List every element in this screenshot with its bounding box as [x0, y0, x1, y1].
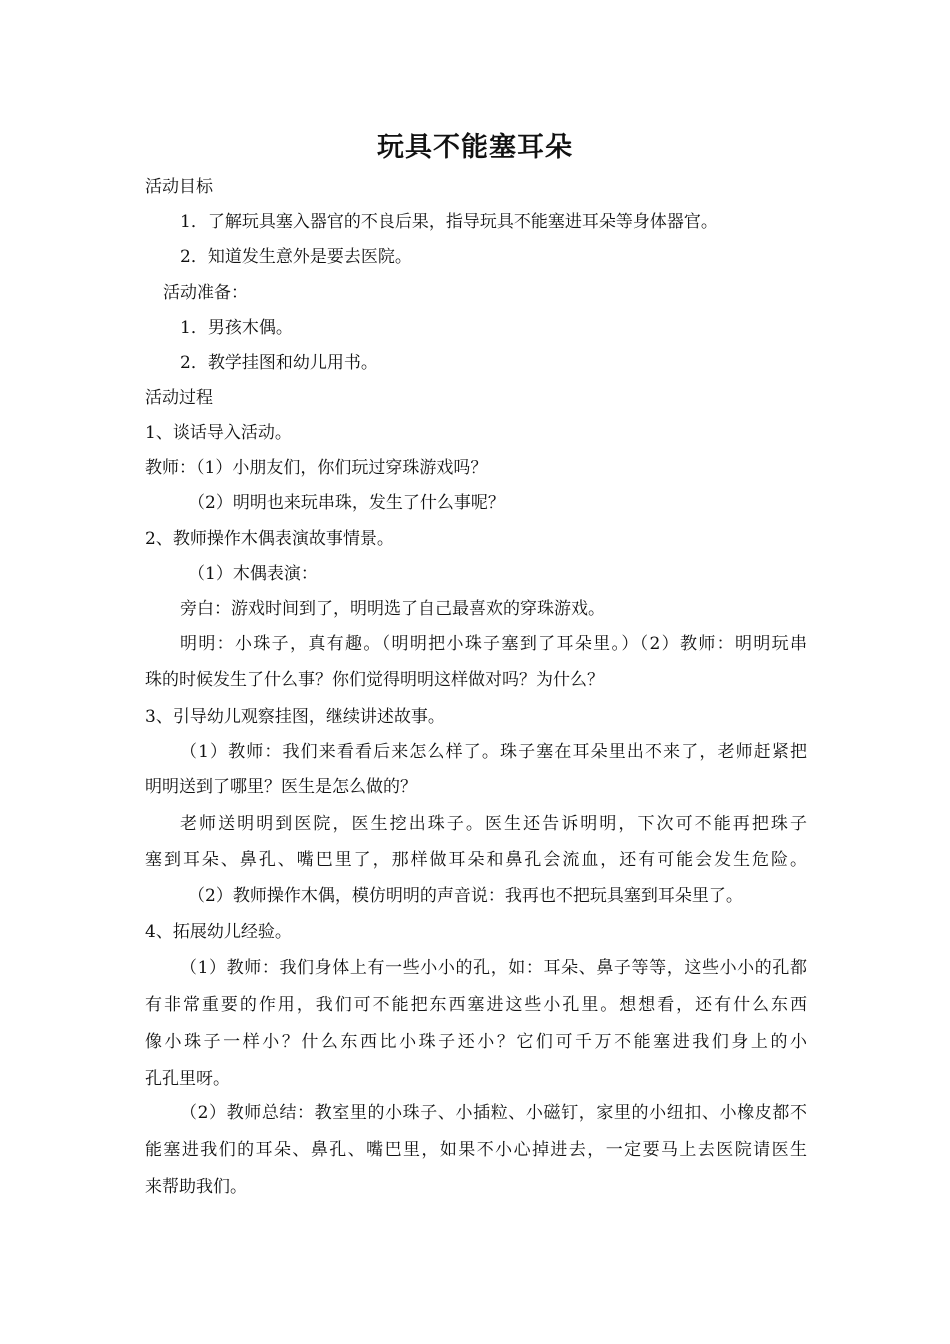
step-2-line-4: 珠的时候发生了什么事？你们觉得明明这样做对吗？为什么？ [145, 670, 604, 690]
step-3-line-1: （1）教师：我们来看看后来怎么样了。珠子塞在耳朵里出不来了，老师赶紧把 [180, 742, 807, 762]
step-2-line-3: 明明：小珠子，真有趣。（明明把小珠子塞到了耳朵里。）（2）教师：明明玩串 [180, 634, 807, 654]
step-4-line-3: 像小珠子一样小？什么东西比小珠子还小？它们可千万不能塞进我们身上的小 [145, 1032, 807, 1052]
step-2-line-1: （1）木偶表演： [188, 564, 318, 584]
step-3-line-3: 老师送明明到医院，医生挖出珠子。医生还告诉明明，下次可不能再把珠子 [180, 814, 807, 834]
step-2-line-2: 旁白：游戏时间到了，明明选了自己最喜欢的穿珠游戏。 [180, 599, 605, 619]
step-3-line-2: 明明送到了哪里？医生是怎么做的？ [145, 777, 417, 797]
section-heading-preparation: 活动准备： [163, 283, 248, 303]
step-1-line-2: （2）明明也来玩串珠，发生了什么事呢？ [188, 493, 505, 513]
step-4-heading: 4、拓展幼儿经验。 [145, 922, 292, 942]
preparation-item-1: 1．男孩木偶。 [180, 318, 293, 338]
step-4-line-6: 能塞进我们的耳朵、鼻孔、嘴巴里，如果不小心掉进去，一定要马上去医院请医生 [145, 1140, 807, 1160]
step-2-heading: 2、教师操作木偶表演故事情景。 [145, 529, 394, 549]
step-1-heading: 1、谈话导入活动。 [145, 423, 292, 443]
step-3-line-4: 塞到耳朵、鼻孔、嘴巴里了，那样做耳朵和鼻孔会流血，还有可能会发生危险。 [145, 850, 807, 870]
step-4-line-5: （2）教师总结：教室里的小珠子、小插粒、小磁钉，家里的小纽扣、小橡皮都不 [180, 1103, 807, 1123]
preparation-item-2: 2．教学挂图和幼儿用书。 [180, 353, 378, 373]
step-1-line-1: 教师：（1）小朋友们，你们玩过穿珠游戏吗？ [145, 458, 488, 478]
step-3-heading: 3、引导幼儿观察挂图，继续讲述故事。 [145, 707, 445, 727]
step-3-line-5: （2）教师操作木偶，模仿明明的声音说：我再也不把玩具塞到耳朵里了。 [188, 886, 743, 906]
document-title: 玩具不能塞耳朵 [377, 132, 573, 163]
step-4-line-4: 孔孔里呀。 [145, 1069, 230, 1089]
section-heading-goals: 活动目标 [145, 177, 213, 197]
goal-item-2: 2．知道发生意外是要去医院。 [180, 247, 412, 267]
step-4-line-2: 有非常重要的作用，我们可不能把东西塞进这些小孔里。想想看，还有什么东西 [145, 995, 807, 1015]
step-4-line-7: 来帮助我们。 [145, 1177, 247, 1197]
step-4-line-1: （1）教师：我们身体上有一些小小的孔，如：耳朵、鼻子等等，这些小小的孔都 [180, 958, 807, 978]
section-heading-process: 活动过程 [145, 388, 213, 408]
goal-item-1: 1．了解玩具塞入器官的不良后果，指导玩具不能塞进耳朵等身体器官。 [180, 212, 718, 232]
